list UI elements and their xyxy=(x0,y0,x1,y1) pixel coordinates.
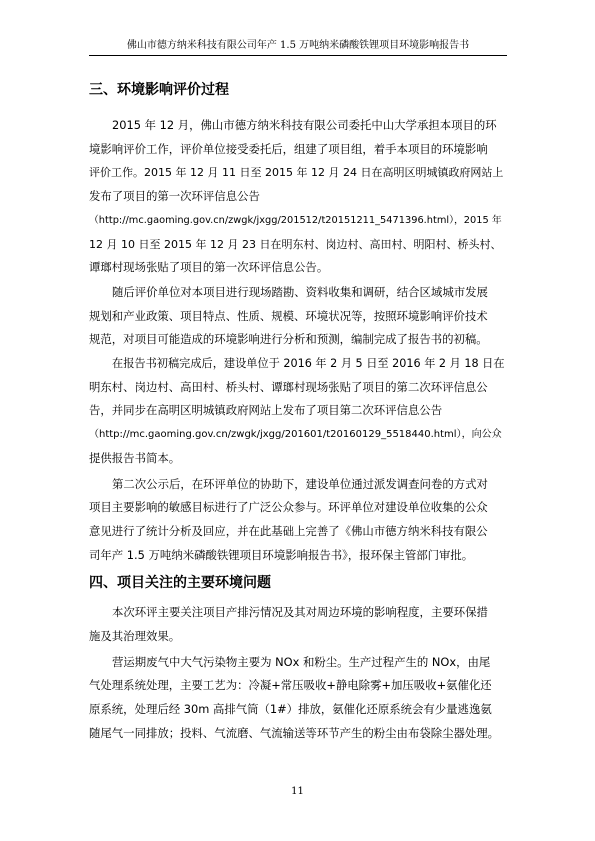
paragraph-line: 施及其治理效果。 xyxy=(89,629,181,644)
paragraph-line: 原系统，处理后经 30m 高排气筒（1#）排放，氨催化还原系统会有少量逃逸氨 xyxy=(89,702,492,717)
paragraph-line-url: （http://mc.gaoming.gov.cn/zwgk/jxgg/201512/t20151211_5471396.html），2015 年 xyxy=(89,214,502,226)
header-rule xyxy=(89,55,507,56)
paragraph-line: 明东村、岗边村、高田村、桥头村、谭瑯村现场张贴了项目的第二次环评信息公 xyxy=(89,379,488,394)
paragraph-line: 营运期废气中大气污染物主要为 NOx 和粉尘。生产过程产生的 NOx，由尾 xyxy=(112,654,491,669)
paragraph-line: 告，并同步在高明区明城镇政府网站上发布了项目第二次环评信息公告 xyxy=(89,403,443,418)
paragraph-line: 随尾气一同排放；投料、气流磨、气流输送等环节产生的粉尘由布袋除尘器处理。 xyxy=(89,725,500,740)
page-number: 11 xyxy=(291,786,304,797)
section-heading-3: 三、环境影响评价过程 xyxy=(89,82,229,98)
paragraph-line: 本次环评主要关注项目产排污情况及其对周边环境的影响程度，主要环保措 xyxy=(112,605,488,620)
paragraph-commission xyxy=(89,114,507,280)
paragraph-focus xyxy=(89,601,507,648)
paragraph-line: 提供报告书简本。 xyxy=(89,450,181,465)
paragraph-line: 随后评价单位对本项目进行现场踏勘、资料收集和调研，结合区域城市发展 xyxy=(112,284,488,299)
paragraph-line: 评价工作。2015 年 12 月 11 日至 2015 年 12 月 24 日在高明区明城镇政府网站上 xyxy=(89,166,504,180)
paragraph-public-participation xyxy=(89,473,507,568)
paragraph-survey xyxy=(89,281,507,352)
paragraph-line: 意见进行了统计分析及回应，并在此基础上完善了《佛山市德方纳米科技有限公 xyxy=(89,523,488,538)
paragraph-line: 气处理系统处理，主要工艺为：冷凝+常压吸收+静电除雾+加压吸收+氨催化还 xyxy=(89,678,492,693)
paragraph-line: 项目主要影响的敏感目标进行了广泛公众参与。环评单位对建设单位收集的公众 xyxy=(89,500,488,515)
paragraph-line: 12 月 10 日至 2015 年 12 月 23 日在明东村、岗边村、高田村、明阳村、桥头村、 xyxy=(89,237,502,251)
paragraph-emissions xyxy=(89,651,507,746)
section-heading-4: 四、项目关注的主要环境问题 xyxy=(89,575,271,592)
paragraph-line: 第二次公示后，在环评单位的协助下，建设单位通过派发调查问卷的方式对 xyxy=(112,476,488,491)
paragraph-line: 发布了项目的第一次环评信息公告 xyxy=(89,189,260,204)
paragraph-line: 规范，对项目可能造成的环境影响进行分析和预测，编制完成了报告书的初稿。 xyxy=(89,332,488,347)
paragraph-second-notice xyxy=(89,352,507,471)
paragraph-line: 2015 年 12 月，佛山市德方纳米科技有限公司委托中山大学承担本项目的环 xyxy=(112,118,497,132)
page-header: 佛山市德方纳米科技有限公司年产 1.5 万吨纳米磷酸铁锂项目环境影响报告书 xyxy=(126,40,470,51)
paragraph-line: 在报告书初稿完成后，建设单位于 2016 年 2 月 5 日至 2016 年 2 月 18 日在 xyxy=(112,357,505,371)
paragraph-line-url: （http://mc.gaoming.gov.cn/zwgk/jxgg/201601/t20160129_5518440.html），向公众 xyxy=(89,429,502,441)
page-content xyxy=(89,80,507,746)
paragraph-line: 规划和产业政策、项目特点、性质、规模、环境状况等，按照环境影响评价技术 xyxy=(89,308,488,323)
paragraph-line: 谭瑯村现场张贴了项目的第一次环评信息公告。 xyxy=(89,260,329,275)
paragraph-line: 境影响评价工作，评价单位接受委托后，组建了项目组，着手本项目的环境影响 xyxy=(89,141,488,156)
paragraph-line: 司年产 1.5 万吨纳米磷酸铁锂项目环境影响报告书》，报环保主管部门审批。 xyxy=(89,547,474,562)
